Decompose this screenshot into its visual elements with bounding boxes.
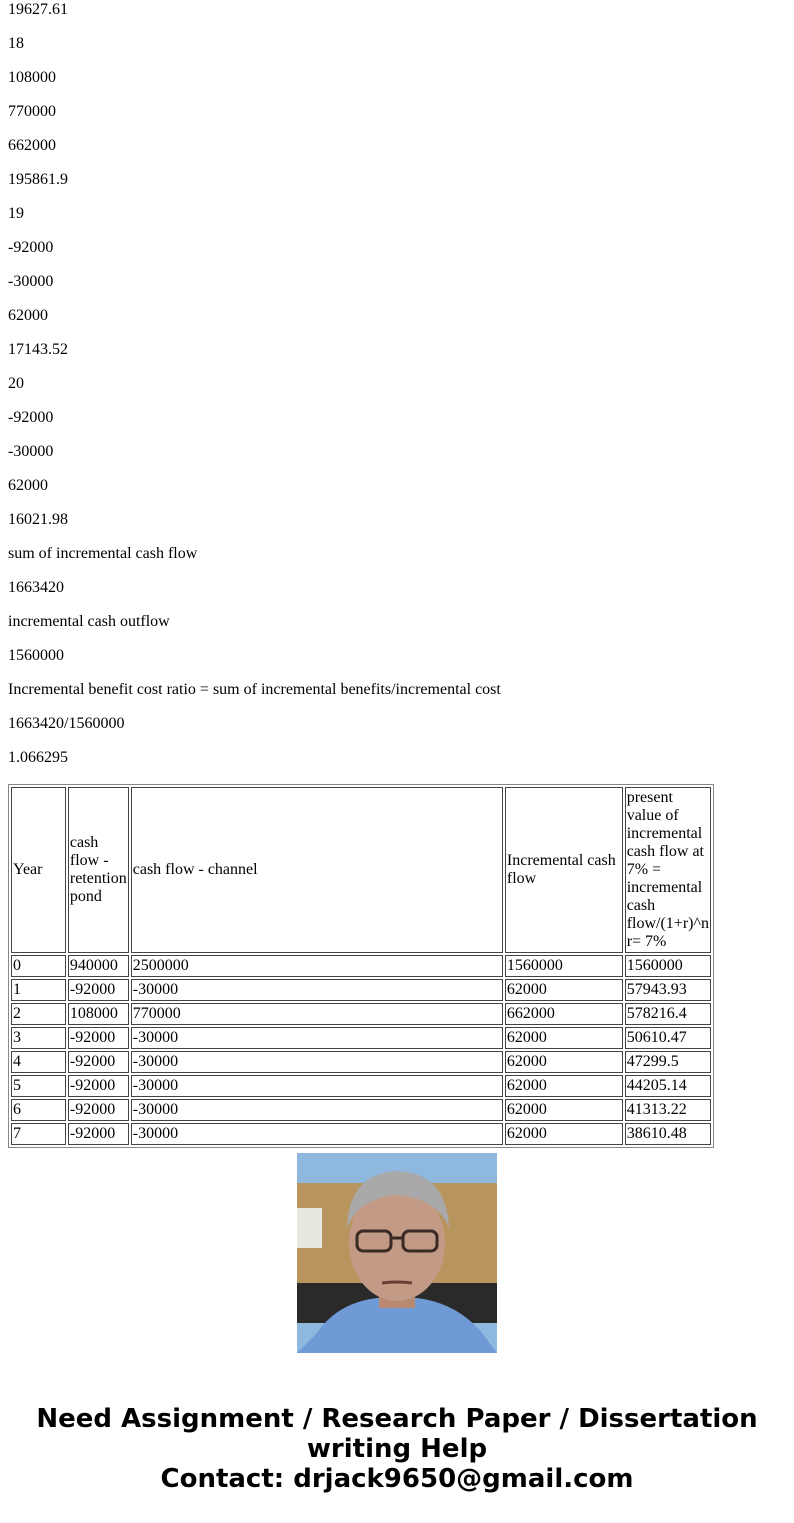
column-header: Year xyxy=(11,787,66,953)
paragraph: sum of incremental cash flow xyxy=(8,545,198,562)
paragraph: -30000 xyxy=(8,443,54,460)
table-cell: 57943.93 xyxy=(625,979,711,1001)
paragraph: 195861.9 xyxy=(8,171,68,188)
table-cell: -30000 xyxy=(131,1075,503,1097)
paragraph: 1.066295 xyxy=(8,749,68,766)
table-cell: 4 xyxy=(11,1051,66,1073)
table-cell: -30000 xyxy=(131,1123,503,1145)
paragraph: 16021.98 xyxy=(8,511,68,528)
cash-flow-table-container xyxy=(8,784,714,1142)
table-cell: 0 xyxy=(11,955,66,977)
paragraph: 62000 xyxy=(8,477,48,494)
table-cell: -92000 xyxy=(68,1075,129,1097)
promo-line-2: writing Help xyxy=(306,1434,488,1464)
table-row xyxy=(11,1075,711,1097)
table-cell: 5 xyxy=(11,1075,66,1097)
paragraph: -92000 xyxy=(8,409,54,426)
table-cell: 3 xyxy=(11,1027,66,1049)
table-cell: -30000 xyxy=(131,1027,503,1049)
column-header: cash flow - channel xyxy=(131,787,503,953)
table-row xyxy=(11,979,711,1001)
table-cell: 50610.47 xyxy=(625,1027,711,1049)
paragraph: 1560000 xyxy=(8,647,64,664)
table-cell: -92000 xyxy=(68,979,129,1001)
table-cell: -92000 xyxy=(68,1099,129,1121)
promo-banner xyxy=(0,1404,794,1494)
column-header: present value of incremental cash flow at 7% = incremental cash flow/(1+r)^n r= 7% xyxy=(625,787,711,953)
paragraph: -92000 xyxy=(8,239,54,256)
table-cell: 2 xyxy=(11,1003,66,1025)
answer-text xyxy=(8,0,788,783)
paragraph: 19627.61 xyxy=(8,1,68,18)
table-cell: 38610.48 xyxy=(625,1123,711,1145)
table-cell: -92000 xyxy=(68,1123,129,1145)
table-cell: -30000 xyxy=(131,1099,503,1121)
table-row xyxy=(11,1123,711,1145)
table-cell: -30000 xyxy=(131,979,503,1001)
table-cell: 44205.14 xyxy=(625,1075,711,1097)
paragraph: 19 xyxy=(8,205,24,222)
table-cell: 62000 xyxy=(505,1027,623,1049)
paragraph: 1663420 xyxy=(8,579,64,596)
table-cell: 7 xyxy=(11,1123,66,1145)
table-cell: 662000 xyxy=(505,1003,623,1025)
author-photo xyxy=(297,1153,497,1353)
table-row xyxy=(11,1051,711,1073)
column-header: cash flow - retention pond xyxy=(68,787,129,953)
table-cell: 578216.4 xyxy=(625,1003,711,1025)
table-row xyxy=(11,1003,711,1025)
table-cell: 108000 xyxy=(68,1003,129,1025)
table-cell: 62000 xyxy=(505,1123,623,1145)
paragraph: 20 xyxy=(8,375,24,392)
table-row xyxy=(11,955,711,977)
table-cell: 41313.22 xyxy=(625,1099,711,1121)
table-row xyxy=(11,1099,711,1121)
table-cell: -92000 xyxy=(68,1027,129,1049)
table-cell: 47299.5 xyxy=(625,1051,711,1073)
table-cell: 62000 xyxy=(505,979,623,1001)
column-header: Incremental cash flow xyxy=(505,787,623,953)
table-cell: 940000 xyxy=(68,955,129,977)
promo-line-1: Need Assignment / Research Paper / Dissertation xyxy=(36,1404,758,1434)
table-cell: 1 xyxy=(11,979,66,1001)
paragraph: incremental cash outflow xyxy=(8,613,170,630)
paragraph: Incremental benefit cost ratio = sum of incremental benefits/incremental cost xyxy=(8,681,501,698)
paragraph: 17143.52 xyxy=(8,341,68,358)
table-cell: 2500000 xyxy=(131,955,503,977)
table-cell: 62000 xyxy=(505,1051,623,1073)
promo-contact: Contact: drjack9650@gmail.com xyxy=(160,1464,634,1494)
paragraph: 108000 xyxy=(8,69,56,86)
table-cell: 62000 xyxy=(505,1099,623,1121)
table-cell: 770000 xyxy=(131,1003,503,1025)
table-row xyxy=(11,1027,711,1049)
table-header-row xyxy=(11,787,711,953)
paragraph: 62000 xyxy=(8,307,48,324)
cash-flow-table xyxy=(8,784,714,1148)
paragraph: 1663420/1560000 xyxy=(8,715,125,732)
table-cell: -92000 xyxy=(68,1051,129,1073)
table-cell: 6 xyxy=(11,1099,66,1121)
table-cell: 62000 xyxy=(505,1075,623,1097)
table-cell: 1560000 xyxy=(505,955,623,977)
table-cell: -30000 xyxy=(131,1051,503,1073)
paragraph: 770000 xyxy=(8,103,56,120)
paragraph: 662000 xyxy=(8,137,56,154)
paragraph: 18 xyxy=(8,35,24,52)
table-cell: 1560000 xyxy=(625,955,711,977)
paragraph: -30000 xyxy=(8,273,54,290)
